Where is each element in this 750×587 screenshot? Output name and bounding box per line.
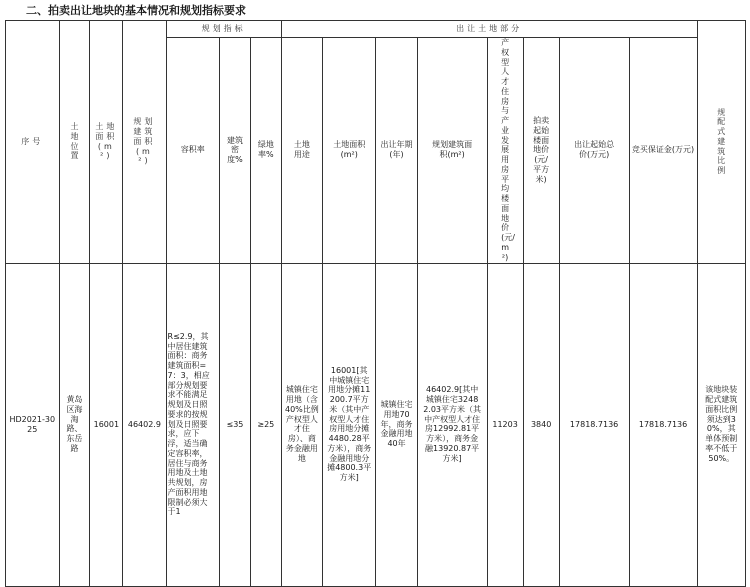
header-green: 绿地率%	[250, 38, 281, 264]
group-land-for-sale: 出让土地部分	[281, 21, 697, 38]
header-far: 容积率	[166, 38, 220, 264]
cell-land-use: 城镇住宅用地（含40%比例产权型人才住房）、商务金融用地	[281, 263, 322, 586]
header-seq: 序号	[6, 21, 60, 264]
cell-green: ≥25	[250, 263, 281, 586]
header-sale-build-area: 规划建筑面积(m²)	[417, 38, 487, 264]
cell-talent-housing-price: 11203	[487, 263, 523, 586]
cell-location: 黄岛区海淘路、东岳路	[59, 263, 90, 586]
cell-prefab-ratio: 该地块装配式建筑面积比例须达到30%，其单体预制率不低于50%。	[697, 263, 745, 586]
cell-term: 城镇住宅用地70年，商务金融用地40年	[376, 263, 417, 586]
cell-area: 16001	[90, 263, 123, 586]
clipped-next-line	[0, 516, 750, 522]
header-prefab-ratio: 规配式建筑比例	[697, 21, 745, 264]
header-talent-housing-price: 产权型人才住房与产业发展用房平均楼面地价(元/m²)	[487, 38, 523, 264]
header-start-total: 出让起始总价(万元)	[559, 38, 629, 264]
land-parcel-table	[5, 20, 746, 587]
header-term: 出让年期(年)	[376, 38, 417, 264]
header-sale-area: 土地面积(m²)	[322, 38, 376, 264]
group-planning-indicators: 规划指标	[166, 21, 281, 38]
cell-sale-build-area: 46402.9[其中城镇住宅32482.03平方米（其中产权型人才住房12992.81平方米），商务金融13920.87平方米]	[417, 263, 487, 586]
cell-build-area: 46402.9	[123, 263, 166, 586]
cell-deposit: 17818.7136	[629, 263, 697, 586]
section-heading: 二、拍卖出让地块的基本情况和规划指标要求	[26, 4, 246, 17]
cell-sale-area: 16001[其中城镇住宅用地分摊11200.7平方米（其中产权型人才住房用地分摊4480.28平方米），商务金融用地分摊4800.3平方米]	[322, 263, 376, 586]
header-build-area: 规划建筑面积(m²)	[123, 21, 166, 264]
header-land-use: 土地用途	[281, 38, 322, 264]
cell-far: R≤2.9，其中居住建筑面积：商务建筑面积=7：3，相应部分规划要求不能满足规划及日照要求的按规划及日照要求，应下浮，适当确定容积率，居住与商务用地及土地共规划，房产面积用地限制必须大于1	[166, 263, 220, 586]
table-row	[6, 263, 746, 586]
cell-start-total: 17818.7136	[559, 263, 629, 586]
header-density: 建筑密度%	[220, 38, 251, 264]
header-location: 土地位置	[59, 21, 90, 264]
header-start-floor-price: 拍卖起始楼面地价(元/平方米)	[523, 38, 559, 264]
cell-density: ≤35	[220, 263, 251, 586]
cell-start-floor-price: 3840	[523, 263, 559, 586]
header-deposit: 竞买保证金(万元)	[629, 38, 697, 264]
cell-seq: HD2021-3025	[6, 263, 60, 586]
header-area: 土地面积(m²)	[90, 21, 123, 264]
